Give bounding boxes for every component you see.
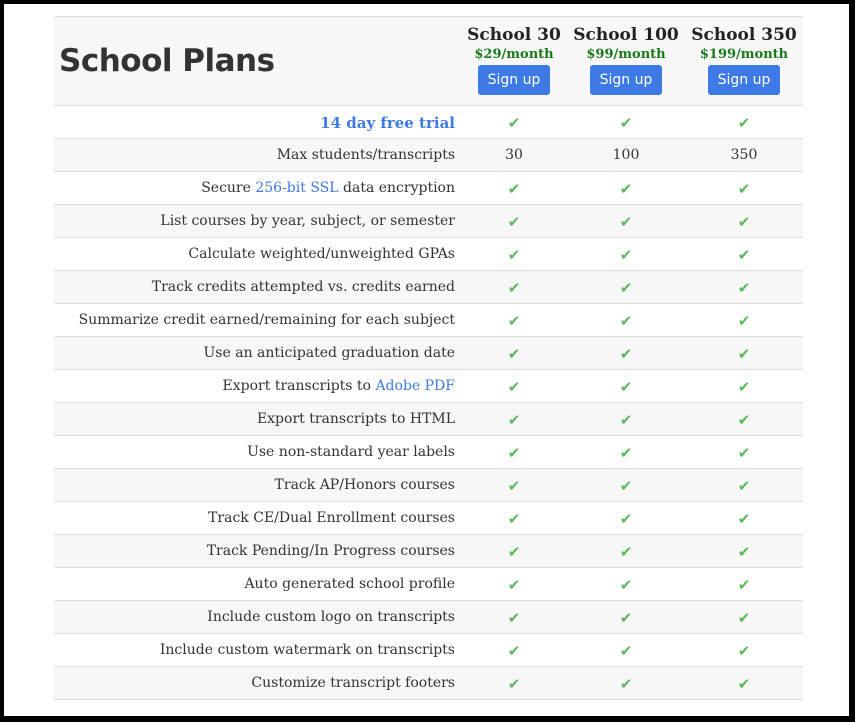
check-icon: ✔ (737, 180, 751, 198)
table-row (54, 634, 803, 667)
check-icon: ✔ (619, 543, 633, 561)
feature-label (257, 411, 455, 427)
check-icon: ✔ (619, 576, 633, 594)
check-icon: ✔ (619, 675, 633, 693)
check-icon: ✔ (619, 477, 633, 495)
check-icon: ✔ (737, 675, 751, 693)
check-icon: ✔ (507, 411, 521, 429)
plan-price: $99/month (586, 47, 666, 62)
check-icon: ✔ (737, 114, 751, 132)
feature-text: Use an anticipated graduation date (203, 345, 455, 361)
check-icon: ✔ (507, 279, 521, 297)
check-icon: ✔ (737, 477, 751, 495)
feature-text: Auto generated school profile (244, 576, 455, 592)
check-icon: ✔ (619, 312, 633, 330)
check-icon: ✔ (507, 345, 521, 363)
check-icon: ✔ (619, 444, 633, 462)
check-icon: ✔ (619, 345, 633, 363)
check-icon: ✔ (507, 180, 521, 198)
feature-link[interactable]: Adobe PDF (375, 378, 455, 394)
feature-label (160, 642, 455, 658)
check-icon: ✔ (507, 576, 521, 594)
check-icon: ✔ (507, 312, 521, 330)
feature-text: Export transcripts to (222, 378, 376, 394)
check-icon: ✔ (619, 510, 633, 528)
page (4, 4, 849, 716)
plan-name: School 350 (691, 25, 797, 45)
check-icon: ✔ (507, 642, 521, 660)
trial-label: 14 day free trial (320, 114, 455, 132)
check-icon: ✔ (507, 378, 521, 396)
feature-text: Track AP/Honors courses (274, 477, 455, 493)
cell-value: 350 (730, 147, 758, 163)
plan-school-100 (566, 25, 686, 95)
check-icon: ✔ (619, 609, 633, 627)
check-icon: ✔ (737, 642, 751, 660)
table-header (54, 16, 803, 106)
check-icon: ✔ (507, 609, 521, 627)
feature-label (160, 213, 455, 229)
check-icon: ✔ (619, 378, 633, 396)
check-icon: ✔ (737, 378, 751, 396)
check-icon: ✔ (737, 312, 751, 330)
feature-text: List courses by year, subject, or semester (160, 213, 455, 229)
feature-text: Track credits attempted vs. credits earned (151, 279, 455, 295)
table-row (54, 667, 803, 700)
feature-text: Calculate weighted/unweighted GPAs (188, 246, 455, 262)
table-row (54, 601, 803, 634)
feature-label (320, 114, 455, 132)
check-icon: ✔ (737, 246, 751, 264)
feature-label (275, 477, 455, 493)
check-icon: ✔ (619, 213, 633, 231)
check-icon: ✔ (619, 246, 633, 264)
table-row (54, 271, 803, 304)
pricing-table (54, 16, 803, 700)
check-icon: ✔ (737, 345, 751, 363)
table-row (54, 502, 803, 535)
feature-text: Include custom logo on transcripts (207, 609, 455, 625)
table-row (54, 436, 803, 469)
page-title: School Plans (59, 43, 275, 79)
plan-school-30 (454, 25, 574, 95)
table-row (54, 469, 803, 502)
check-icon: ✔ (737, 543, 751, 561)
feature-label (201, 180, 455, 196)
feature-label (208, 510, 455, 526)
cell-value: 30 (505, 147, 523, 163)
table-row (54, 568, 803, 601)
check-icon: ✔ (737, 609, 751, 627)
sign-up-button-school-100[interactable]: Sign up (590, 65, 663, 95)
feature-text: Max students/transcripts (276, 147, 455, 163)
feature-label (251, 675, 455, 691)
table-row (54, 304, 803, 337)
table-row (54, 535, 803, 568)
feature-text: Track CE/Dual Enrollment courses (208, 510, 455, 526)
feature-label (247, 444, 455, 460)
table-row (54, 139, 803, 172)
feature-label (152, 279, 455, 295)
feature-text: Use non-standard year labels (247, 444, 455, 460)
feature-link[interactable]: 256-bit SSL (255, 180, 339, 196)
table-row (54, 205, 803, 238)
table-row (54, 172, 803, 205)
check-icon: ✔ (619, 180, 633, 198)
check-icon: ✔ (507, 675, 521, 693)
check-icon: ✔ (619, 642, 633, 660)
check-icon: ✔ (737, 213, 751, 231)
plan-name: School 30 (467, 25, 561, 45)
feature-label (204, 345, 456, 361)
check-icon: ✔ (507, 213, 521, 231)
check-icon: ✔ (619, 114, 633, 132)
check-icon: ✔ (619, 411, 633, 429)
feature-text: Secure (201, 180, 256, 196)
feature-text: Summarize credit earned/remaining for each subject (78, 312, 455, 328)
check-icon: ✔ (737, 444, 751, 462)
feature-label (207, 609, 455, 625)
check-icon: ✔ (507, 444, 521, 462)
check-icon: ✔ (619, 279, 633, 297)
check-icon: ✔ (507, 510, 521, 528)
check-icon: ✔ (507, 543, 521, 561)
feature-text: Customize transcript footers (251, 675, 455, 691)
table-row (54, 238, 803, 271)
check-icon: ✔ (737, 510, 751, 528)
plan-price: $29/month (474, 47, 554, 62)
check-icon: ✔ (737, 279, 751, 297)
feature-label (223, 378, 455, 394)
feature-label (188, 246, 455, 262)
feature-rows (54, 106, 803, 700)
feature-text: Export transcripts to HTML (256, 411, 455, 427)
feature-text: Include custom watermark on transcripts (159, 642, 455, 658)
table-row (54, 106, 803, 139)
plan-price: $199/month (699, 47, 789, 62)
feature-label (244, 576, 455, 592)
check-icon: ✔ (507, 477, 521, 495)
check-icon: ✔ (507, 114, 521, 132)
feature-text: data encryption (338, 180, 455, 196)
check-icon: ✔ (737, 411, 751, 429)
cell-value: 100 (612, 147, 640, 163)
table-row (54, 370, 803, 403)
table-row (54, 337, 803, 370)
feature-label (277, 147, 455, 163)
sign-up-button-school-350[interactable]: Sign up (708, 65, 781, 95)
table-row (54, 403, 803, 436)
feature-label (79, 312, 455, 328)
plan-school-350 (684, 25, 804, 95)
plan-name: School 100 (573, 25, 679, 45)
feature-label (207, 543, 455, 559)
sign-up-button-school-30[interactable]: Sign up (478, 65, 551, 95)
check-icon: ✔ (507, 246, 521, 264)
feature-text: Track Pending/In Progress courses (206, 543, 455, 559)
check-icon: ✔ (737, 576, 751, 594)
